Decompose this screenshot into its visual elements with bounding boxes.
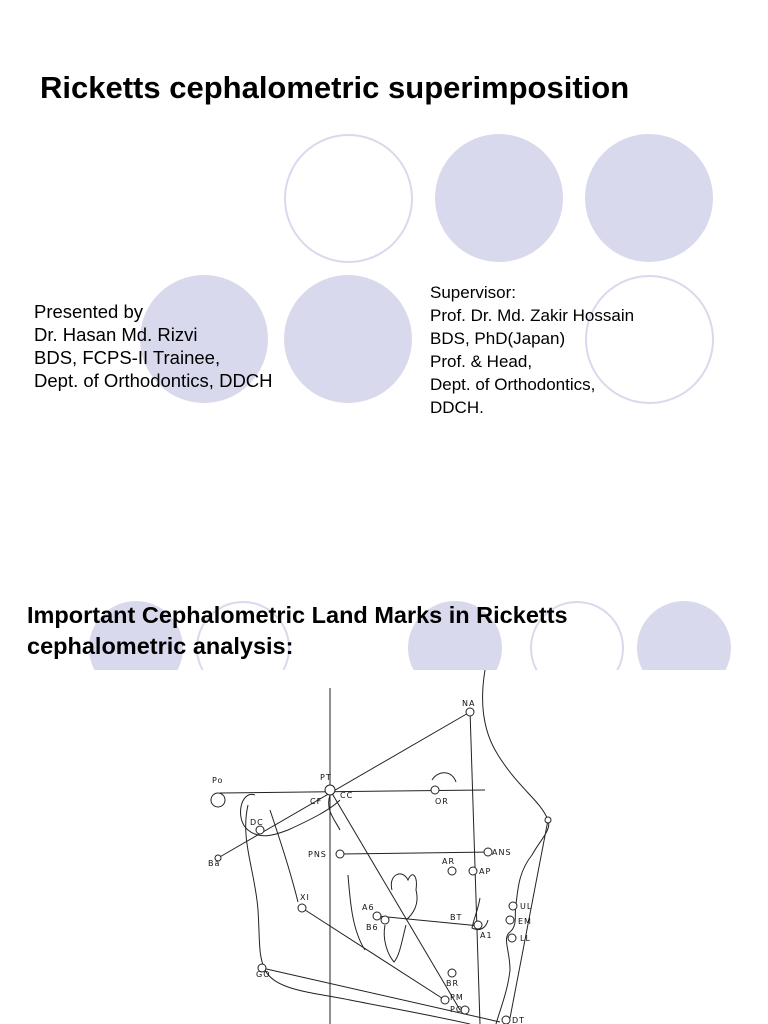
- landmark-ll: [508, 934, 516, 942]
- label-po: Po: [212, 776, 224, 785]
- label-pt: PT: [320, 773, 332, 782]
- supervisor-block: [430, 281, 634, 419]
- label-ba: Ba: [208, 859, 221, 868]
- supervisor-line: Supervisor:: [430, 283, 516, 302]
- title-line: cephalometric analysis:: [27, 633, 294, 659]
- supervisor-line: BDS, PhD(Japan): [430, 329, 566, 348]
- decor-circle: [435, 134, 563, 262]
- label-dt: DT: [512, 1016, 526, 1024]
- presenter-line: BDS, FCPS-II Trainee,: [34, 347, 221, 368]
- landmark-dc: [256, 826, 264, 834]
- ba-na-line: [218, 712, 470, 858]
- label-cf: CF: [310, 797, 323, 806]
- landmark-po: [211, 793, 225, 807]
- landmark-ar: [448, 867, 456, 875]
- landmark-ap: [469, 867, 477, 875]
- label-br: BR: [446, 979, 460, 988]
- presenter-block: [34, 300, 273, 392]
- label-pm: PM: [450, 993, 464, 1002]
- landmark-pt: [325, 785, 335, 795]
- label-a1: A1: [480, 931, 493, 940]
- label-ans: ANS: [492, 848, 512, 857]
- landmark-em: [506, 916, 514, 924]
- decor-circle: [284, 134, 413, 263]
- landmark-xi: [298, 904, 306, 912]
- palatal-plane: [340, 852, 492, 854]
- presenter-line: Dept. of Orthodontics, DDCH: [34, 370, 273, 391]
- label-po2: PO: [450, 1005, 464, 1014]
- supervisor-line: DDCH.: [430, 398, 484, 417]
- presenter-line: Dr. Hasan Md. Rizvi: [34, 324, 198, 345]
- soft-tissue-profile: [483, 670, 549, 1024]
- landmark-pm: [441, 996, 449, 1004]
- label-a6: A6: [362, 903, 375, 912]
- landmark-dt: [502, 1016, 510, 1024]
- ramus-anterior: [270, 810, 298, 902]
- label-b6: B6: [366, 923, 379, 932]
- title-line: Important Cephalometric Land Marks in Ricketts: [27, 602, 568, 628]
- supervisor-line: Dept. of Orthodontics,: [430, 375, 596, 394]
- label-or: OR: [435, 797, 449, 806]
- landmark-pns: [336, 850, 344, 858]
- upper-molar: [391, 874, 417, 920]
- landmark-soft-nose: [545, 817, 551, 823]
- label-pns: PNS: [308, 850, 327, 859]
- orbit: [432, 773, 456, 782]
- slide-2-title: [27, 600, 568, 662]
- cephalometric-tracing-diagram: [180, 670, 560, 1024]
- label-ul: UL: [520, 902, 533, 911]
- landmark-ul: [509, 902, 517, 910]
- label-em: EM: [518, 917, 532, 926]
- label-go: GO: [256, 970, 271, 979]
- landmark-na: [466, 708, 474, 716]
- decor-circle: [585, 134, 713, 262]
- landmark-bt: [474, 921, 482, 929]
- decor-circle: [284, 275, 412, 403]
- landmark-b6: [381, 916, 389, 924]
- label-ll: LL: [520, 934, 531, 943]
- lower-molar: [384, 925, 406, 962]
- label-ar: AR: [442, 857, 456, 866]
- supervisor-line: Prof. & Head,: [430, 352, 533, 371]
- label-bt: BT: [450, 913, 463, 922]
- label-xi: XI: [300, 893, 310, 902]
- condyle-outline: [241, 794, 340, 835]
- label-dc: DC: [250, 818, 264, 827]
- presenter-line: Presented by: [34, 301, 144, 322]
- occlusal-plane: [377, 916, 480, 926]
- landmark-or: [431, 786, 439, 794]
- slide-title: Ricketts cephalometric superimposition: [40, 70, 630, 105]
- landmark-ans: [484, 848, 492, 856]
- supervisor-line: Prof. Dr. Md. Zakir Hossain: [430, 306, 635, 325]
- label-ap: AP: [479, 867, 492, 876]
- label-na: NA: [462, 699, 476, 708]
- landmark-a6: [373, 912, 381, 920]
- landmark-br: [448, 969, 456, 977]
- label-cc: CC: [340, 791, 354, 800]
